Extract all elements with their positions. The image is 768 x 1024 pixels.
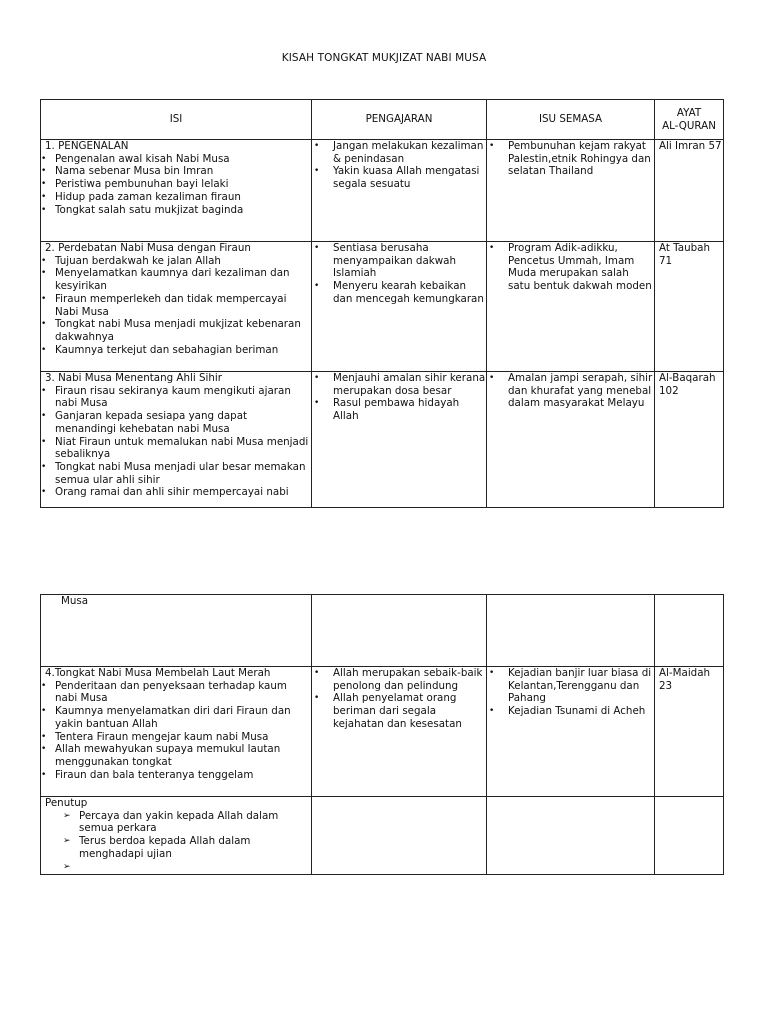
list-item: • Yakin kuasa Allah mengatasi segala sesuatu	[316, 165, 486, 190]
isu-semasa-cell	[487, 595, 655, 667]
list-item: • Tongkat nabi Musa menjadi mukjizat kebenaran dakwahnya	[45, 318, 311, 343]
ayat-cell: Al-Maidah 23	[655, 667, 724, 797]
isi-cell	[41, 667, 312, 797]
isu-semasa-cell	[487, 372, 655, 508]
header-pengajaran: PENGAJARAN	[312, 100, 487, 140]
list-item: • Tongkat salah satu mukjizat baginda	[45, 204, 311, 217]
list-item: • Nama sebenar Musa bin Imran	[45, 165, 311, 178]
list-item: • Kejadian banjir luar biasa di Kelantan,Terengganu dan Pahang	[491, 667, 654, 705]
header-ayat-label: AYAT AL-QURAN	[662, 106, 716, 132]
list-item: • Peristiwa pembunuhan bayi lelaki	[45, 178, 311, 191]
list-item: ➢ Percaya dan yakin kepada Allah dalam semua perkara	[45, 810, 311, 835]
ayat-cell: Al-Baqarah 102	[655, 372, 724, 508]
pengajaran-cell	[312, 242, 487, 372]
list-item: • Penderitaan dan penyeksaan terhadap kaum nabi Musa	[45, 680, 311, 705]
list-item: • Allah penyelamat orang beriman dari segala kejahatan dan kesesatan	[316, 692, 486, 730]
list-item: • Tongkat nabi Musa menjadi ular besar memakan semua ular ahli sihir	[45, 461, 311, 486]
list-item: • Amalan jampi serapah, sihir dan khurafat yang menebal dalam masyarakat Melayu	[491, 372, 654, 410]
list-item: • Allah mewahyukan supaya memukul lautan menggunakan tongkat	[45, 743, 311, 768]
list-item: • Menyeru kearah kebaikan dan mencegah kemungkaran	[316, 280, 486, 305]
section-title: 3. Nabi Musa Menentang Ahli Sihir	[45, 372, 223, 384]
pengajaran-cell	[312, 667, 487, 797]
isu-semasa-cell	[487, 242, 655, 372]
penutup-cell	[41, 797, 312, 875]
document-title: KISAH TONGKAT MUKJIZAT NABI MUSA	[281, 52, 487, 64]
isi-cell	[41, 140, 312, 242]
list-item: • Rasul pembawa hidayah Allah	[316, 397, 486, 422]
list-item: • Ganjaran kepada sesiapa yang dapat menandingi kehebatan nabi Musa	[45, 410, 311, 435]
list-item: • Menjauhi amalan sihir kerana merupakan dosa besar	[316, 372, 486, 397]
pengajaran-cell	[312, 797, 487, 875]
isu-semasa-cell	[487, 140, 655, 242]
list-item: • Firaun dan bala tenteranya tenggelam	[45, 769, 311, 782]
list-item: • Menyelamatkan kaumnya dari kezaliman dan kesyirikan	[45, 267, 311, 292]
list-item: • Firaun risau sekiranya kaum mengikuti ajaran nabi Musa	[45, 385, 311, 410]
section-title: Penutup	[45, 797, 88, 809]
section-title: 1. PENGENALAN	[45, 140, 129, 152]
isi-cell	[41, 372, 312, 508]
section-title: 2. Perdebatan Nabi Musa dengan Firaun	[45, 242, 251, 254]
lesson-table-page-2	[40, 594, 724, 875]
list-item: • Program Adik-adikku, Pencetus Ummah, Imam Muda merupakan salah satu bentuk dakwah moden	[491, 242, 654, 293]
header-ayat-al-quran	[655, 100, 724, 140]
table-row	[41, 242, 724, 372]
ayat-cell: At Taubah 71	[655, 242, 724, 372]
list-item: • Hidup pada zaman kezaliman firaun	[45, 191, 311, 204]
continuation-text: Musa	[61, 595, 89, 607]
pengajaran-cell	[312, 140, 487, 242]
list-item: • Kaumnya terkejut dan sebahagian beriman	[45, 344, 311, 357]
section-title: 4.Tongkat Nabi Musa Membelah Laut Merah	[45, 667, 271, 679]
pengajaran-cell	[312, 595, 487, 667]
header-isi: ISI	[41, 100, 312, 140]
ayat-cell	[655, 595, 724, 667]
list-item: • Orang ramai dan ahli sihir mempercayai nabi	[45, 486, 311, 499]
list-item: • Allah merupakan sebaik-baik penolong dan pelindung	[316, 667, 486, 692]
pengajaran-cell	[312, 372, 487, 508]
list-item: • Pembunuhan kejam rakyat Palestin,etnik Rohingya dan selatan Thailand	[491, 140, 654, 178]
list-item: • Firaun memperlekeh dan tidak mempercayai Nabi Musa	[45, 293, 311, 318]
list-item	[45, 861, 311, 873]
isi-cell	[41, 242, 312, 372]
list-item: • Tujuan berdakwah ke jalan Allah	[45, 255, 311, 268]
isi-cell	[41, 595, 312, 667]
list-item: • Pengenalan awal kisah Nabi Musa	[45, 153, 311, 166]
list-item: • Jangan melakukan kezaliman & penindasan	[316, 140, 486, 165]
table-row	[41, 140, 724, 242]
table-row	[41, 595, 724, 667]
header-isu-semasa: ISU SEMASA	[487, 100, 655, 140]
header-row	[41, 100, 724, 140]
list-item: • Kaumnya menyelamatkan diri dari Firaun dan yakin bantuan Allah	[45, 705, 311, 730]
list-item: • Niat Firaun untuk memalukan nabi Musa menjadi sebaliknya	[45, 436, 311, 461]
ayat-cell	[655, 797, 724, 875]
isu-semasa-cell	[487, 797, 655, 875]
table-row	[41, 797, 724, 875]
list-item: • Sentiasa berusaha menyampaikan dakwah Islamiah	[316, 242, 486, 280]
list-item: • Tentera Firaun mengejar kaum nabi Musa	[45, 731, 311, 744]
table-row	[41, 667, 724, 797]
list-item: ➢ Terus berdoa kepada Allah dalam menghadapi ujian	[45, 835, 311, 860]
table-row	[41, 372, 724, 508]
list-item: • Kejadian Tsunami di Acheh	[491, 705, 654, 718]
lesson-table-page-1	[40, 99, 724, 508]
ayat-cell: Ali Imran 57	[655, 140, 724, 242]
isu-semasa-cell	[487, 667, 655, 797]
